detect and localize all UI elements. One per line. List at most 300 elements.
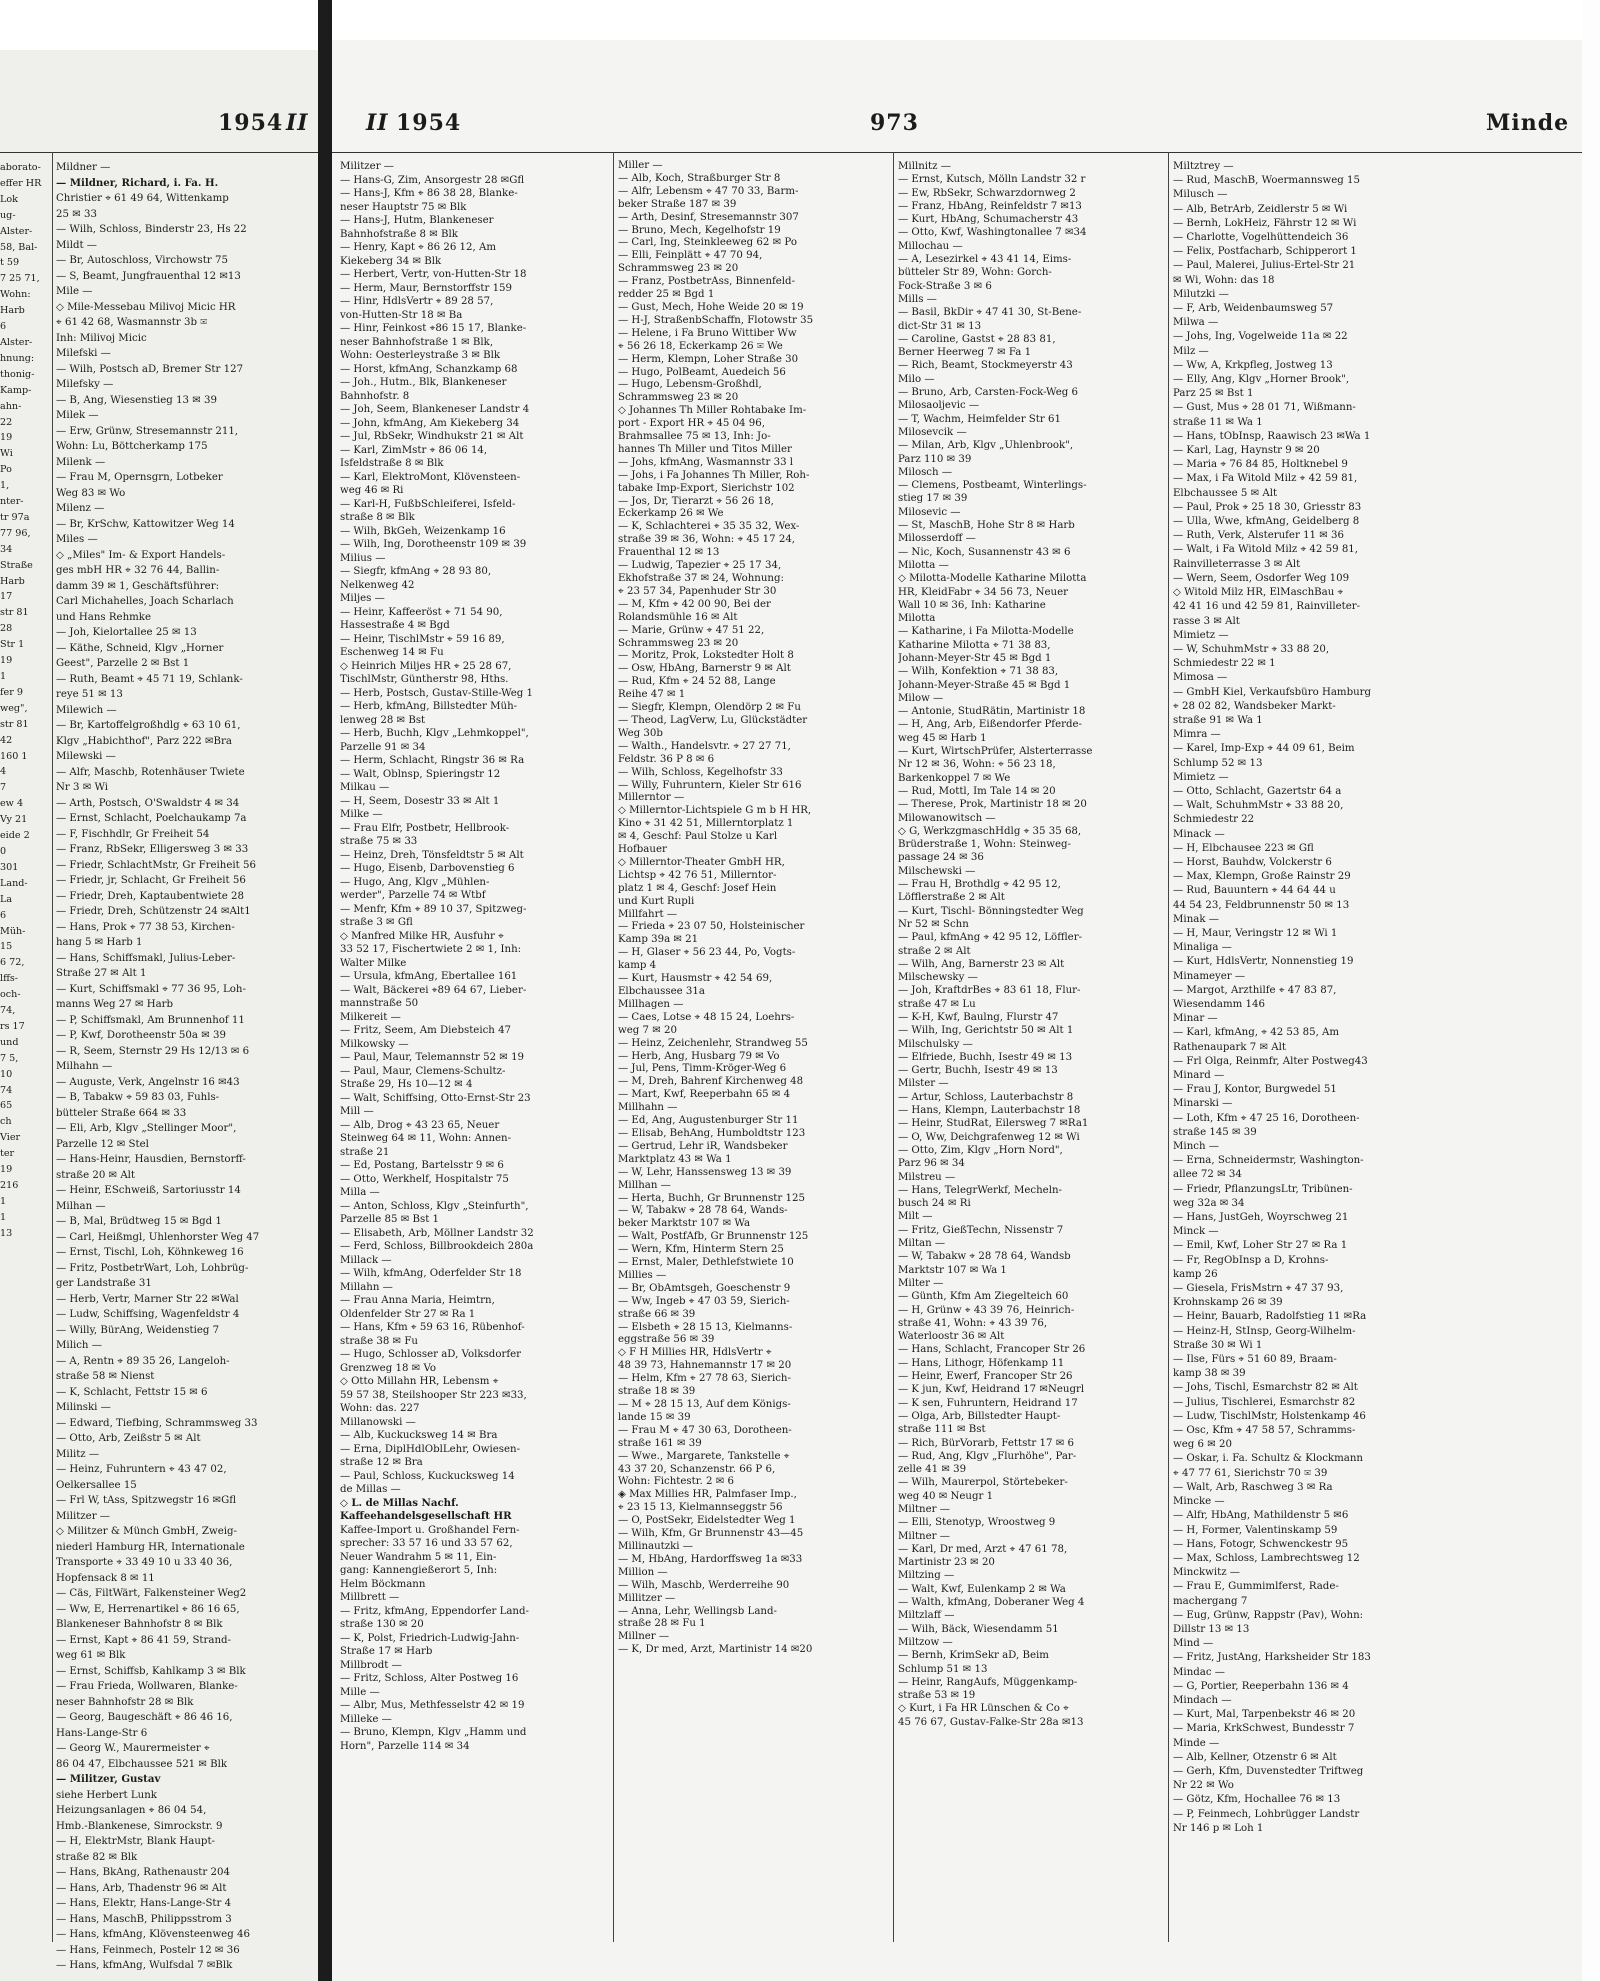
directory-entry: — Paul, Prok ⌖ 25 18 30, Griesstr 83 bbox=[1173, 501, 1362, 513]
directory-entry: Milenk — bbox=[56, 456, 106, 468]
directory-entry: — A, Lesezirkel ⌖ 43 41 14, Eims- bbox=[898, 254, 1072, 266]
directory-entry: Milosevcik — bbox=[898, 426, 967, 438]
directory-entry: — Wilh, Ang, Barnerstr 23 ✉ Alt bbox=[898, 958, 1065, 970]
directory-entry: — R, Seem, Sternstr 29 Hs 12/13 ✉ 6 bbox=[56, 1045, 250, 1057]
directory-entry: TischlMstr, Güntherstr 98, Hths. bbox=[340, 674, 509, 685]
directory-entry: straße 39 ✉ 36, Wohn: ⌖ 45 17 24, bbox=[618, 534, 796, 546]
directory-entry: Milotta — bbox=[898, 559, 949, 571]
directory-entry: Straße 30 ✉ Wi 1 bbox=[1173, 1339, 1263, 1351]
directory-entry: — Elli, Feinplätt ⌖ 47 70 94, bbox=[618, 250, 763, 262]
directory-entry: Blankeneser Bahnhofstr 8 ✉ Blk bbox=[56, 1619, 223, 1630]
book-spine bbox=[318, 0, 332, 1981]
directory-entry: Bahnhofstr. 8 bbox=[340, 390, 410, 402]
directory-entry: kamp 4 bbox=[618, 960, 657, 972]
directory-entry: — A, Rentn ⌖ 89 35 26, Langeloh- bbox=[56, 1355, 230, 1367]
directory-entry: — Eug, Grünw, Rappstr (Pav), Wohn: bbox=[1173, 1609, 1364, 1621]
directory-entry: — Mildner, Richard, i. Fa. H. bbox=[56, 176, 219, 189]
directory-entry: — Herb, Vertr, Marner Str 22 ✉Wal bbox=[56, 1293, 239, 1305]
directory-entry: Millahn — bbox=[340, 1281, 393, 1293]
directory-entry: — Ed, Ang, Augustenburger Str 11 bbox=[618, 1115, 799, 1127]
directory-entry: Müh- bbox=[0, 925, 26, 937]
directory-entry: weg 6 ✉ 20 bbox=[1173, 1439, 1232, 1451]
directory-entry: Katharine Milotta ⌖ 71 38 83, bbox=[898, 639, 1051, 651]
directory-entry: Eckerkamp 26 ✉ We bbox=[618, 508, 724, 520]
directory-entry: straße 145 ✉ 39 bbox=[1173, 1126, 1257, 1138]
directory-entry: Millbrett — bbox=[340, 1592, 400, 1603]
directory-entry: — Heinr, Ewerf, Francoper Str 26 bbox=[898, 1371, 1073, 1383]
directory-entry: Wi bbox=[0, 448, 13, 460]
directory-entry: 6 bbox=[0, 909, 7, 921]
directory-entry: — Walth., Handelsvtr. ⌖ 27 27 71, bbox=[618, 740, 791, 752]
directory-entry: — Fritz, Seem, Am Diebsteich 47 bbox=[340, 1025, 512, 1036]
directory-entry: — W, SchuhmMstr ⌖ 33 88 20, bbox=[1173, 643, 1330, 655]
directory-entry: Mindac — bbox=[1173, 1666, 1225, 1678]
directory-entry: och- bbox=[0, 989, 21, 1001]
directory-entry: — Wilh, BkGeh, Weizenkamp 16 bbox=[340, 525, 506, 537]
directory-entry: ⌖ 28 02 82, Wandsbeker Markt- bbox=[1173, 700, 1336, 712]
directory-entry: — Milan, Arb, Klgv „Uhlenbrook", bbox=[898, 440, 1074, 452]
directory-entry: gang: Kannengießerort 5, Inh: bbox=[340, 1565, 498, 1576]
directory-entry: Mill — bbox=[340, 1106, 374, 1117]
directory-entry: 74 bbox=[0, 1084, 13, 1096]
directory-entry: — K, Polst, Friedrich-Ludwig-Jahn- bbox=[340, 1632, 520, 1644]
directory-entry: — Otto, Kwf, Washingtonallee 7 ✉34 bbox=[898, 227, 1087, 239]
directory-entry: weg 32a ✉ 34 bbox=[1173, 1197, 1245, 1209]
directory-entry: — Frau J, Kontor, Burgwedel 51 bbox=[1173, 1084, 1337, 1096]
directory-entry: Wohn: das. 227 bbox=[340, 1403, 420, 1414]
directory-entry: Nr 12 ✉ 36, Wohn: ⌖ 56 23 18, bbox=[898, 759, 1056, 771]
left-margin-column bbox=[0, 160, 50, 1242]
directory-entry: 45 76 67, Gustav-Falke-Str 28a ✉13 bbox=[898, 1716, 1084, 1728]
right-page-roman: II bbox=[366, 110, 389, 136]
directory-entry: — Felix, Postfacharb, Schipperort 1 bbox=[1173, 246, 1357, 258]
directory-entry: — Willy, BürAng, Weidenstieg 7 bbox=[56, 1324, 220, 1336]
directory-entry: Parzelle 85 ✉ Bst 1 bbox=[340, 1214, 440, 1225]
directory-entry: — Ed, Postang, Bartelsstr 9 ✉ 6 bbox=[340, 1160, 504, 1171]
directory-entry: Walter Milke bbox=[340, 957, 407, 969]
directory-entry: Minck — bbox=[1173, 1226, 1219, 1238]
directory-entry: — Ulla, Wwe, kfmAng, Geidelberg 8 bbox=[1173, 516, 1360, 528]
directory-entry: Miltzing — bbox=[898, 1570, 955, 1582]
directory-entry: — Arth, Postsch, O'Swaldstr 4 ✉ 34 bbox=[56, 797, 240, 809]
directory-entry: — Heinr, TischlMstr ⌖ 59 16 89, bbox=[340, 633, 505, 645]
directory-entry: — Friedr, jr, Schlacht, Gr Freiheit 56 bbox=[56, 875, 246, 886]
directory-entry: — Walt, Kwf, Eulenkamp 2 ✉ Wa bbox=[898, 1583, 1066, 1595]
directory-entry: — Bruno, Klempn, Klgv „Hamm und bbox=[340, 1727, 527, 1738]
directory-entry: — Karl, ElektroMont, Klövensteen- bbox=[340, 471, 521, 483]
directory-entry: weg 61 ✉ Blk bbox=[56, 1650, 126, 1661]
directory-entry: — Hans, BkAng, Rathenaustr 204 bbox=[56, 1867, 230, 1878]
directory-entry: Nr 52 ✉ Schn bbox=[898, 918, 969, 930]
directory-entry: sprecher: 33 57 16 und 33 57 62, bbox=[340, 1538, 513, 1549]
directory-entry: ⌖ 47 77 61, Sierichstr 70 ✉ 39 bbox=[1173, 1467, 1328, 1479]
directory-entry: — Therese, Prok, Martinistr 18 ✉ 20 bbox=[898, 799, 1087, 811]
directory-entry: — Fr, RegObInsp a D, Krohns- bbox=[1173, 1254, 1329, 1266]
directory-entry: — Frau M, Opernsgrn, Lotbeker bbox=[56, 472, 223, 483]
directory-entry: machergang 7 bbox=[1173, 1595, 1248, 1607]
directory-entry: — Wilh, Postsch aD, Bremer Str 127 bbox=[56, 363, 244, 375]
directory-entry: 33 52 17, Fischertwiete 2 ✉ 1, Inh: bbox=[340, 944, 522, 955]
directory-entry: — Giesela, FrisMstrn ⌖ 47 37 93, bbox=[1173, 1283, 1344, 1295]
directory-entry: Nr 3 ✉ Wi bbox=[56, 782, 109, 793]
directory-entry: straße 66 ✉ 39 bbox=[618, 1308, 696, 1320]
directory-entry: — Wilh, Maurerpol, Störtebeker- bbox=[898, 1477, 1068, 1489]
directory-entry: reye 51 ✉ 13 bbox=[56, 689, 123, 700]
directory-entry: — Hugo, Schlosser aD, Volksdorfer bbox=[340, 1349, 521, 1360]
directory-entry: 59 57 38, Steilshooper Str 223 ✉33, bbox=[340, 1389, 527, 1401]
directory-entry: hnung: bbox=[0, 352, 35, 364]
directory-entry: — Ww, E, Herrenartikel ⌖ 86 16 65, bbox=[56, 1603, 240, 1615]
directory-entry: — Heinr, StudRat, Eilersweg 7 ✉Ra1 bbox=[898, 1118, 1089, 1130]
directory-entry: ◇ Millerntor-Theater GmbH HR, bbox=[618, 856, 785, 868]
directory-entry: Milwa — bbox=[1173, 317, 1219, 329]
directory-entry: ◇ Heinrich Miljes HR ⌖ 25 28 67, bbox=[340, 660, 512, 672]
directory-entry: — Edward, Tiefbing, Schrammsweg 33 bbox=[56, 1417, 258, 1429]
directory-entry: thonig- bbox=[0, 368, 35, 380]
directory-entry: — Carl, Ing, Steinkleeweg 62 ✉ Po bbox=[618, 237, 797, 249]
directory-entry: 22 bbox=[0, 416, 13, 428]
directory-entry: — H, Grünw ⌖ 43 39 76, Heinrich- bbox=[898, 1304, 1075, 1316]
directory-entry: — Helm, Kfm ⌖ 27 78 63, Sierich- bbox=[618, 1373, 791, 1385]
directory-entry: neser Bahnhofstraße 1 ✉ Blk, bbox=[340, 336, 494, 348]
directory-entry: und Hans Rehmke bbox=[56, 611, 151, 623]
directory-entry: — Friedr, Dreh, Schützenstr 24 ✉Alt1 bbox=[56, 906, 251, 917]
directory-entry: allee 72 ✉ 34 bbox=[1173, 1169, 1242, 1181]
directory-entry: Vy 21 bbox=[0, 814, 28, 826]
directory-entry: Mind — bbox=[1173, 1638, 1214, 1650]
directory-entry: — Otto, Zim, Klgv „Horn Nord", bbox=[898, 1144, 1063, 1156]
directory-entry: Milo — bbox=[898, 373, 935, 385]
directory-entry: Milefsky — bbox=[56, 379, 114, 390]
directory-entry: — Osc, Kfm ⌖ 47 58 57, Schramms- bbox=[1173, 1425, 1356, 1437]
directory-entry: — Herb, Postsch, Gustav-Stille-Weg 1 bbox=[340, 687, 534, 699]
directory-entry: — Alfr, HbAng, Mathildenstr 5 ✉6 bbox=[1173, 1510, 1349, 1522]
directory-entry: — O, Ww, Deichgrafenweg 12 ✉ Wi bbox=[898, 1131, 1080, 1143]
directory-entry: — Jul, Pens, Timm-Kröger-Weg 6 bbox=[618, 1063, 787, 1075]
directory-entry: nter- bbox=[0, 496, 24, 508]
directory-entry: Millies — bbox=[618, 1269, 667, 1281]
directory-entry: — Loth, Kfm ⌖ 47 25 16, Dorotheen- bbox=[1173, 1112, 1360, 1124]
directory-entry: Miltztrey — bbox=[1173, 161, 1234, 172]
directory-entry: — Olga, Arb, Billstedter Haupt- bbox=[898, 1410, 1061, 1422]
directory-entry: Miltzow — bbox=[898, 1636, 953, 1648]
directory-entry: Milkowsky — bbox=[340, 1038, 409, 1050]
directory-entry: — Alfr, Lebensm ⌖ 47 70 33, Barm- bbox=[618, 185, 799, 197]
directory-entry: Mille — bbox=[340, 1686, 380, 1698]
directory-entry: straße 28 ✉ Fu 1 bbox=[618, 1618, 706, 1630]
directory-entry: — Ww, Ingeb ⌖ 47 03 59, Sierich- bbox=[618, 1295, 790, 1307]
directory-entry: Milla — bbox=[340, 1187, 380, 1198]
directory-entry: platz 1 ✉ 4, Geschf: Josef Hein bbox=[618, 882, 777, 894]
directory-entry: — Kurt, HbAng, Schumacherstr 43 bbox=[898, 214, 1079, 226]
directory-entry: Milefski — bbox=[56, 348, 111, 359]
directory-entry: — Georg, Baugeschäft ⌖ 86 46 16, bbox=[56, 1712, 233, 1723]
directory-entry: straße 58 ✉ Nienst bbox=[56, 1371, 155, 1382]
directory-entry: Militzer — bbox=[56, 1510, 110, 1522]
directory-entry: Inh: Milivoj Micic bbox=[56, 332, 147, 344]
directory-entry: — Br, Kartoffelgroßhdlg ⌖ 63 10 61, bbox=[56, 720, 241, 731]
directory-entry: ew 4 bbox=[0, 798, 24, 810]
directory-entry: zelle 41 ✉ 39 bbox=[898, 1464, 967, 1476]
directory-entry: — Gertrud, Lehr iR, Wandsbeker bbox=[618, 1140, 788, 1152]
page-number: 973 bbox=[870, 110, 919, 136]
directory-entry: Straße 29, Hs 10—12 ✉ 4 bbox=[340, 1079, 473, 1090]
directory-entry: — Max, Schloss, Lambrechtsweg 12 bbox=[1173, 1552, 1360, 1564]
directory-entry: Minameyer — bbox=[1173, 970, 1246, 982]
directory-entry: — Max, i Fa Witold Milz ⌖ 42 59 81, bbox=[1173, 473, 1358, 485]
directory-entry: Millanowski — bbox=[340, 1416, 416, 1428]
directory-entry: — Auguste, Verk, Angelnstr 16 ✉43 bbox=[56, 1076, 240, 1088]
directory-entry: Elbchaussee 31a bbox=[618, 986, 705, 997]
directory-entry: — Horst, Bauhdw, Volckerstr 6 bbox=[1173, 856, 1332, 868]
directory-entry: Milz — bbox=[1173, 345, 1209, 357]
directory-entry: Transporte ⌖ 33 49 10 u 33 40 36, bbox=[56, 1557, 233, 1568]
directory-entry: — Carl, Heißmgl, Uhlenhorster Weg 47 bbox=[56, 1231, 260, 1243]
directory-entry: Kaffeehandelsgesellschaft HR bbox=[340, 1510, 512, 1522]
directory-entry: — Hans, Fotogr, Schwenckestr 95 bbox=[1173, 1538, 1349, 1550]
directory-entry: — F, Arb, Weidenbaumsweg 57 bbox=[1173, 303, 1334, 315]
directory-entry: Minaliga — bbox=[1173, 942, 1232, 954]
directory-entry: Klgv „Habichthof", Parz 222 ✉Bra bbox=[56, 735, 232, 747]
directory-entry: — Elisab, BehAng, Humboldtstr 123 bbox=[618, 1127, 806, 1139]
directory-entry: — Walt, i Fa Witold Milz ⌖ 42 59 81, bbox=[1173, 544, 1359, 556]
directory-entry: Milow — bbox=[898, 692, 944, 704]
directory-entry: Miltzlaff — bbox=[898, 1610, 955, 1622]
directory-entry: HR, KleidFabr ⌖ 34 56 73, Neuer bbox=[898, 586, 1069, 598]
directory-entry: — Ludwig, Tapezier ⌖ 25 17 34, bbox=[618, 560, 782, 572]
directory-entry: — W, Tabakw ⌖ 28 78 64, Wands- bbox=[618, 1205, 788, 1217]
directory-entry: 10 bbox=[0, 1068, 13, 1080]
directory-entry: — Hans, Feinmech, Postelr 12 ✉ 36 bbox=[56, 1944, 240, 1956]
directory-entry: kamp 38 ✉ 39 bbox=[1173, 1368, 1246, 1380]
directory-entry: — H, Seem, Dosestr 33 ✉ Alt 1 bbox=[340, 795, 500, 807]
directory-entry: — Alb, Koch, Straßburger Str 8 bbox=[618, 172, 781, 184]
directory-entry: Waterloostr 36 ✉ Alt bbox=[898, 1331, 1005, 1343]
directory-entry: Milich — bbox=[56, 1340, 102, 1351]
directory-entry: — Walt, Bäckerei ⌖89 64 67, Lieber- bbox=[340, 984, 527, 996]
directory-entry: Minard — bbox=[1173, 1070, 1225, 1081]
directory-entry: ⌖ 61 42 68, Wasmannstr 3b ✉ bbox=[56, 317, 208, 328]
directory-entry: — Wwe., Margarete, Tankstelle ⌖ bbox=[618, 1450, 790, 1462]
directory-entry: — Artur, Schloss, Lauterbachstr 8 bbox=[898, 1091, 1074, 1103]
directory-entry: — Basil, BkDir ⌖ 47 41 30, St-Bene- bbox=[898, 307, 1082, 319]
directory-entry: — Rich, Beamt, Stockmeyerstr 43 bbox=[898, 360, 1073, 372]
directory-entry: straße 20 ✉ Alt bbox=[56, 1169, 136, 1181]
directory-entry: 216 bbox=[0, 1180, 19, 1191]
directory-entry: straße 91 ✉ Wa 1 bbox=[1173, 714, 1263, 726]
directory-entry: 42 41 16 und 42 59 81, Rainvilleter- bbox=[1173, 601, 1361, 613]
directory-entry: Minar — bbox=[1173, 1013, 1218, 1025]
directory-entry: Schrammsweg 23 ✉ 20 bbox=[618, 392, 739, 404]
directory-entry: — Ruth, Verk, Alsterufer 11 ✉ 36 bbox=[1173, 530, 1345, 542]
directory-entry: — K-H, Kwf, Baulng, Flurstr 47 bbox=[898, 1012, 1059, 1023]
directory-entry: — Margot, Arzthilfe ⌖ 47 83 87, bbox=[1173, 984, 1337, 996]
directory-entry: — Georg W., Maurermeister ⌖ bbox=[56, 1743, 210, 1754]
directory-entry: — Friedr, SchlachtMstr, Gr Freiheit 56 bbox=[56, 859, 256, 871]
directory-entry: Wall 10 ✉ 36, Inh: Katharine bbox=[898, 599, 1046, 611]
directory-entry: — H, Maur, Veringstr 12 ✉ Wi 1 bbox=[1173, 927, 1338, 939]
directory-entry: Parz 110 ✉ 39 bbox=[898, 453, 972, 465]
directory-entry: tr 97a bbox=[0, 511, 30, 523]
directory-entry: ges mbH HR ⌖ 32 76 44, Ballin- bbox=[56, 565, 220, 576]
directory-entry: — Jul, RbSekr, Windhukstr 21 ✉ Alt bbox=[340, 431, 524, 442]
directory-entry: — Walt, SchuhmMstr ⌖ 33 88 20, bbox=[1173, 800, 1344, 812]
directory-entry: Johann-Meyer-Str 45 ✉ Bgd 1 bbox=[898, 652, 1052, 664]
directory-entry: — Hans, tObInsp, Raawisch 23 ✉Wa 1 bbox=[1173, 430, 1371, 442]
directory-entry: Milkereit — bbox=[340, 1011, 401, 1023]
directory-entry: Dillstr 13 ✉ 13 bbox=[1173, 1623, 1250, 1635]
directory-entry: — Walt, Schiffsing, Otto-Ernst-Str 23 bbox=[340, 1092, 531, 1104]
directory-entry: — Antonie, StudRätin, Martinistr 18 bbox=[898, 706, 1086, 718]
directory-entry: — T, Wachm, Heimfelder Str 61 bbox=[898, 413, 1061, 425]
directory-entry: eggstraße 56 ✉ 39 bbox=[618, 1334, 715, 1346]
directory-entry: 74, bbox=[0, 1005, 16, 1017]
directory-entry: Frauenthal 12 ✉ 13 bbox=[618, 547, 720, 559]
directory-entry: Mimietz — bbox=[1173, 629, 1229, 641]
directory-entry: — Walt, Oblnsp, Spieringstr 12 bbox=[340, 768, 501, 780]
directory-entry: werder", Parzelle 74 ✉ Wtbf bbox=[340, 890, 486, 901]
directory-entry: straße 75 ✉ 33 bbox=[340, 836, 418, 847]
directory-entry: — Osw, HbAng, Barnerstr 9 ✉ Alt bbox=[618, 663, 791, 675]
directory-entry: passage 24 ✉ 36 bbox=[898, 852, 984, 864]
directory-entry: Parzelle 91 ✉ 34 bbox=[340, 741, 426, 753]
directory-entry: — Hinr, Feinkost ⌖86 15 17, Blanke- bbox=[340, 323, 527, 334]
directory-entry: redder 25 ✉ Bgd 1 bbox=[618, 289, 715, 301]
directory-entry: — Hans, Elektr, Hans-Lange-Str 4 bbox=[56, 1898, 232, 1909]
directory-entry: Ekhofstraße 37 ✉ 24, Wohnung: bbox=[618, 573, 784, 584]
directory-entry: — Götz, Kfm, Hochallee 76 ✉ 13 bbox=[1173, 1794, 1341, 1806]
directory-entry: — Nic, Koch, Susannenstr 43 ✉ 6 bbox=[898, 546, 1071, 558]
directory-entry: Schlump 52 ✉ 13 bbox=[1173, 757, 1263, 769]
directory-entry: — Franz, HbAng, Reinfeldstr 7 ✉13 bbox=[898, 200, 1082, 212]
directory-entry: Milke — bbox=[340, 809, 383, 820]
directory-entry: — Elsbeth ⌖ 28 15 13, Kielmanns- bbox=[618, 1321, 793, 1333]
directory-entry: Minack — bbox=[1173, 828, 1225, 840]
right-header-rule bbox=[332, 152, 1582, 153]
directory-entry: und Kurt Rupli bbox=[618, 895, 695, 907]
directory-entry: ◇ Millerntor-Lichtspiele G m b H HR, bbox=[618, 805, 812, 817]
page-edge bbox=[1582, 0, 1600, 1981]
directory-entry: weg 45 ✉ Harb 1 bbox=[898, 732, 987, 744]
directory-entry: — Johs, kfmAng, Wasmannstr 33 l bbox=[618, 456, 794, 468]
directory-entry: — Walt, Arb, Raschweg 3 ✉ Ra bbox=[1173, 1481, 1333, 1493]
directory-entry: Helm Böckmann bbox=[340, 1578, 426, 1590]
directory-entry: — Wilh, Schloss, Binderstr 23, Hs 22 bbox=[56, 224, 247, 235]
directory-entry: — H, Glaser ⌖ 56 23 44, Po, Vogts- bbox=[618, 947, 796, 959]
directory-entry: — Joh, KraftdrBes ⌖ 83 61 18, Flur- bbox=[898, 985, 1081, 997]
catchword: Minde bbox=[1486, 110, 1570, 136]
directory-entry: Harb bbox=[0, 575, 25, 587]
directory-entry: Miltner — bbox=[898, 1530, 950, 1542]
directory-entry: — Wilh, Kfm, Gr Brunnenstr 43—45 bbox=[618, 1528, 804, 1540]
directory-entry: Schrammsweg 23 ✉ 20 bbox=[618, 637, 739, 649]
directory-entry: Million — bbox=[618, 1566, 668, 1578]
directory-entry: Harb bbox=[0, 305, 25, 317]
directory-entry: lffs- bbox=[0, 973, 19, 985]
directory-entry: — Hans, Schiffsmakl, Julius-Leber- bbox=[56, 952, 236, 964]
directory-entry: — Karl, ZimMstr ⌖ 86 06 14, bbox=[340, 444, 488, 456]
directory-entry: hang 5 ✉ Harb 1 bbox=[56, 937, 143, 948]
directory-entry: — Walt, PostfAfb, Gr Brunnenstr 125 bbox=[618, 1231, 809, 1243]
directory-entry: — Fritz, kfmAng, Eppendorfer Land- bbox=[340, 1605, 529, 1617]
directory-entry: Rolandsmühle 16 ✉ Alt bbox=[618, 611, 738, 623]
directory-entry: Miltan — bbox=[898, 1238, 946, 1250]
directory-entry: — Alb, Kellner, Otzenstr 6 ✉ Alt bbox=[1173, 1751, 1337, 1763]
directory-entry: Nelkenweg 42 bbox=[340, 579, 415, 591]
directory-entry: — Anna, Lehr, Wellingsb Land- bbox=[618, 1605, 777, 1617]
directory-entry: — Frau E, Gummimlferst, Rade- bbox=[1173, 1581, 1339, 1593]
directory-entry: — Horst, kfmAng, Schanzkamp 68 bbox=[340, 363, 518, 375]
directory-entry: Grenzweg 18 ✉ Vo bbox=[340, 1362, 437, 1374]
directory-entry: Mimosa — bbox=[1173, 672, 1228, 684]
directory-entry: beker Straße 187 ✉ 39 bbox=[618, 198, 737, 210]
directory-entry: — Bernh, LokHeiz, Fährstr 12 ✉ Wi bbox=[1173, 217, 1357, 229]
directory-entry: Feldstr. 36 P 8 ✉ 6 bbox=[618, 753, 715, 765]
directory-entry: — Frl W, tAss, Spitzwegstr 16 ✉Gfl bbox=[56, 1495, 237, 1506]
directory-entry: de Millas — bbox=[340, 1484, 401, 1495]
column-rule bbox=[1168, 152, 1169, 1942]
directory-entry: — Moritz, Prok, Lokstedter Holt 8 bbox=[618, 650, 794, 662]
directory-entry: straße 53 ✉ 19 bbox=[898, 1690, 976, 1702]
directory-entry: — Hans, kfmAng, Klövensteenweg 46 bbox=[56, 1929, 250, 1940]
directory-entry: Str 1 bbox=[0, 639, 25, 651]
directory-entry: 7 bbox=[0, 782, 7, 794]
directory-entry: straße 130 ✉ 20 bbox=[340, 1619, 424, 1630]
directory-entry: ◇ Witold Milz HR, ElMaschBau ⌖ bbox=[1173, 587, 1344, 599]
directory-entry: — B, Mal, Brüdtweg 15 ✉ Bgd 1 bbox=[56, 1216, 222, 1227]
directory-entry: — Fritz, GießTechn, Nissenstr 7 bbox=[898, 1224, 1064, 1236]
directory-entry: straße 11 ✉ Wa 1 bbox=[1173, 416, 1263, 428]
directory-entry: — Katharine, i Fa Milotta-Modelle bbox=[898, 626, 1074, 638]
directory-entry: — Joh., Hutm., Blk, Blankeneser bbox=[340, 377, 507, 388]
directory-entry: — Gerh, Kfm, Duvenstedter Triftweg bbox=[1173, 1765, 1364, 1777]
directory-entry: — Walth, kfmAng, Doberaner Weg 4 bbox=[898, 1597, 1085, 1609]
directory-entry: Milschewsky — bbox=[898, 972, 978, 984]
directory-entry: Krohnskamp 26 ✉ 39 bbox=[1173, 1297, 1283, 1309]
directory-entry: Minak — bbox=[1173, 913, 1219, 925]
directory-entry: Isfeldstraße 8 ✉ Blk bbox=[340, 458, 444, 469]
directory-entry: — Ernst, Schlacht, Poelchaukamp 7a bbox=[56, 813, 247, 824]
directory-entry: Milter — bbox=[898, 1277, 944, 1289]
directory-entry: — Clemens, Postbeamt, Winterlings- bbox=[898, 480, 1087, 492]
directory-entry: Nr 146 p ✉ Loh 1 bbox=[1173, 1822, 1264, 1834]
directory-entry: Alster- bbox=[0, 225, 33, 237]
directory-entry: ✉ Wi, Wohn: das 18 bbox=[1173, 274, 1275, 286]
directory-entry: bütteler Straße 664 ✉ 33 bbox=[56, 1107, 187, 1119]
directory-entry: ✉ 4, Geschf: Paul Stolze u Karl bbox=[618, 831, 778, 843]
directory-entry: straße 82 ✉ Blk bbox=[56, 1851, 138, 1863]
directory-entry: Milt — bbox=[898, 1211, 933, 1223]
directory-entry: — Herm, Klempn, Loher Straße 30 bbox=[618, 353, 799, 365]
directory-entry: — Charlotte, Vogelhüttendeich 36 bbox=[1173, 232, 1349, 244]
directory-entry: straße 41, Wohn: ⌖ 43 39 76, bbox=[898, 1317, 1048, 1329]
directory-entry: busch 24 ✉ Ri bbox=[898, 1198, 971, 1210]
directory-entry: — Cäs, FiltWärt, Falkensteiner Weg2 bbox=[56, 1588, 247, 1599]
directory-entry: eide 2 bbox=[0, 830, 30, 842]
directory-entry: Marktstr 107 ✉ Wa 1 bbox=[898, 1264, 1007, 1276]
directory-entry: 86 04 47, Elbchaussee 521 ✉ Blk bbox=[56, 1758, 228, 1770]
directory-entry: Minde — bbox=[1173, 1737, 1220, 1749]
directory-entry: — Ludw, Schiffsing, Wagenfeldstr 4 bbox=[56, 1309, 240, 1320]
directory-entry: — Henry, Kapt ⌖ 86 26 12, Am bbox=[340, 242, 497, 253]
directory-entry: ◇ Johannes Th Miller Rohtabake Im- bbox=[618, 405, 807, 417]
directory-entry: ◇ Milotta-Modelle Katharine Milotta bbox=[898, 573, 1087, 585]
directory-entry: — Hugo, Eisenb, Darbovenstieg 6 bbox=[340, 863, 515, 874]
directory-entry: und bbox=[0, 1036, 19, 1048]
directory-entry: Militz — bbox=[56, 1448, 100, 1460]
directory-entry: ◇ G, WerkzgmaschHdlg ⌖ 35 35 68, bbox=[898, 825, 1082, 837]
directory-entry: dict-Str 31 ✉ 13 bbox=[898, 320, 982, 332]
